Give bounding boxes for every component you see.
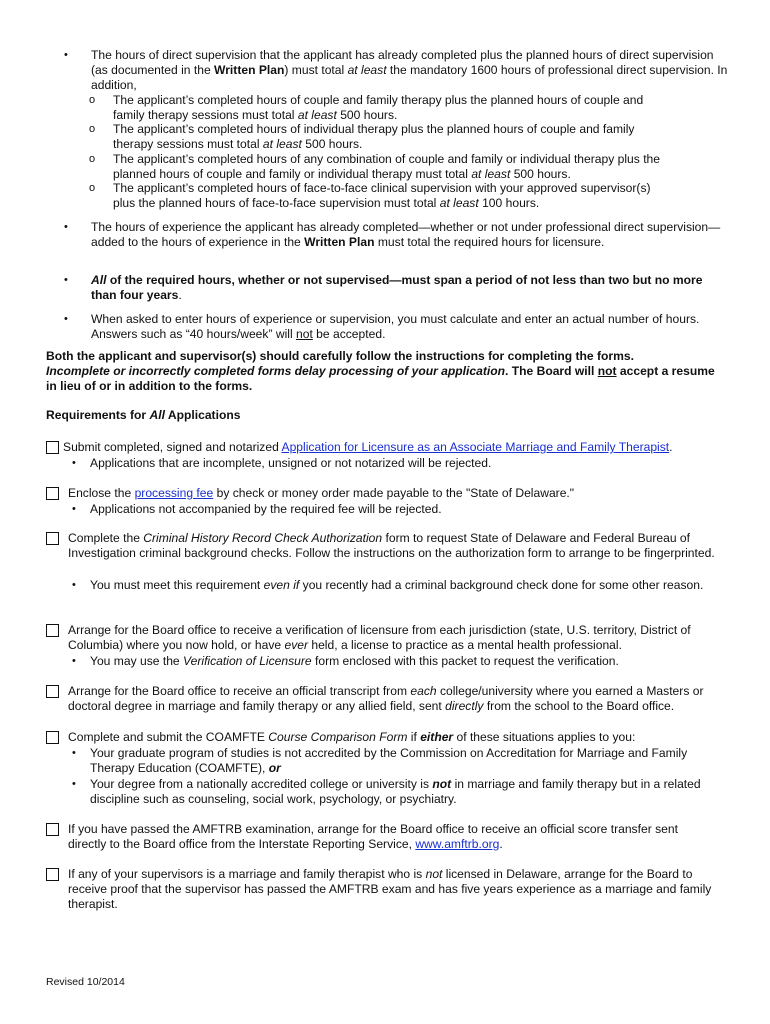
bullet-dot: • xyxy=(72,457,76,469)
requirement-text: Enclose the processing fee by check or money order made payable to the "State of Delaware." xyxy=(68,486,575,500)
bullet-dot: • xyxy=(72,655,76,667)
application-link[interactable]: Application for Licensure as an Associate Marriage and Family Therapist xyxy=(281,440,670,454)
sub-bullet-text: The applicant’s completed hours of individual therapy plus the planned hours of couple and family therapy sessions must total at least 500 hours. xyxy=(113,122,635,151)
requirements-heading: Requirements for All Applications xyxy=(46,408,241,422)
bullet-dot: • xyxy=(72,579,76,591)
requirement-bullet-text: You may use the Verification of Licensure form enclosed with this packet to request the verification. xyxy=(90,654,619,668)
sub-bullet-marker: o xyxy=(89,182,96,194)
requirement-bullet-text: Your graduate program of studies is not accredited by the Commission on Accreditation for Marriage and Family Therapy Education (COAMFTE), or xyxy=(90,746,688,775)
sub-bullet-text: The applicant’s completed hours of face-to-face clinical supervision with your approved supervisor(s) plus the planned hours of face-to-face supervision must total at least 100 hours. xyxy=(113,181,651,210)
bullet-text: All of the required hours, whether or not supervised—must span a period of not less than two but no more than four years. xyxy=(91,273,703,302)
requirement-text: If you have passed the AMFTRB examination, arrange for the Board office to receive an official score transfer sent directly to the Board office from the Interstate Reporting Service, www.amftrb.org. xyxy=(68,822,678,851)
requirement-text: If any of your supervisors is a marriage and family therapist who is not licensed in Delaware, arrange for the Board to receive proof that the supervisor has passed the AMFTRB exam and has five years experience as a marriage and family therapist. xyxy=(68,867,712,911)
requirement-bullet-text: Applications not accompanied by the required fee will be rejected. xyxy=(90,502,442,516)
requirement-text: Complete and submit the COAMFTE Course Comparison Form if either of these situations applies to you: xyxy=(68,730,636,744)
requirement-text: Submit completed, signed and notarized Application for Licensure as an Associate Marriage and Family Therapist. xyxy=(63,440,673,454)
bullet-dot: • xyxy=(72,778,76,790)
checkbox-course-comparison[interactable] xyxy=(46,731,59,744)
requirement-bullet-text: Applications that are incomplete, unsigned or not notarized will be rejected. xyxy=(90,456,492,470)
amftrb-link[interactable]: www.amftrb.org xyxy=(415,836,500,851)
checkbox-application[interactable] xyxy=(46,441,59,454)
checkbox-verification[interactable] xyxy=(46,624,59,637)
sub-bullet-text: The applicant’s completed hours of any combination of couple and family or individual therapy plus the planned hours of couple and family or individual therapy must total at least 500 hours. xyxy=(113,152,661,181)
requirement-text: Arrange for the Board office to receive a verification of licensure from each jurisdiction (state, U.S. territory, District of Columbia) where you now hold, or have ever held, a license to practice as a mental health professional. xyxy=(68,623,691,652)
checkbox-amftrb-score[interactable] xyxy=(46,823,59,836)
bullet-dot: • xyxy=(72,747,76,759)
notice-paragraph: Both the applicant and supervisor(s) should carefully follow the instructions for completing the forms. Incomplete or incorrectly completed forms delay processing of your application. The Board will not accept a resume in lieu of or in addition to the forms. xyxy=(46,349,715,393)
bullet-dot: • xyxy=(72,503,76,515)
bullet-dot: • xyxy=(64,221,68,233)
requirement-bullet-text: Your degree from a nationally accredited college or university is not in marriage and family therapy but in a related discipline such as counseling, social work, psychology, or psychiatry. xyxy=(90,777,701,806)
bullet-text: The hours of experience the applicant has already completed—whether or not under professional direct supervision—added to the hours of experience in the Written Plan must total the required hours for licensure. xyxy=(91,220,721,249)
checkbox-supervisor-proof[interactable] xyxy=(46,868,59,881)
checkbox-criminal-history[interactable] xyxy=(46,532,59,545)
bullet-text: When asked to enter hours of experience or supervision, you must calculate and enter an actual number of hours. Answers such as “40 hours/week” will not be accepted. xyxy=(91,312,700,341)
checkbox-processing-fee[interactable] xyxy=(46,487,59,500)
bullet-dot: • xyxy=(64,49,68,61)
processing-fee-link[interactable]: processing fee xyxy=(134,486,214,500)
checkbox-transcript[interactable] xyxy=(46,685,59,698)
sub-bullet-marker: o xyxy=(89,94,96,106)
sub-bullet-marker: o xyxy=(89,123,96,135)
requirement-bullet-text: You must meet this requirement even if you recently had a criminal background check done for some other reason. xyxy=(90,578,704,592)
revision-footer: Revised 10/2014 xyxy=(46,976,125,988)
sub-bullet-text: The applicant’s completed hours of couple and family therapy plus the planned hours of couple and family therapy sessions must total at least 500 hours. xyxy=(113,93,644,122)
sub-bullet-marker: o xyxy=(89,153,96,165)
bullet-dot: • xyxy=(64,274,68,286)
requirement-text: Arrange for the Board office to receive an official transcript from each college/university where you earned a Masters or doctoral degree in marriage and family therapy or any allied field, sent directly from the school to the Board office. xyxy=(68,684,704,713)
bullet-text: The hours of direct supervision that the applicant has already completed plus the planned hours of direct supervision (as documented in the Written Plan) must total at least the mandatory 1600 hours of professional direct supervision. In addition, xyxy=(91,48,728,92)
bullet-dot: • xyxy=(64,313,68,325)
requirement-text: Complete the Criminal History Record Check Authorization form to request State of Delaware and Federal Bureau of Investigation criminal background checks. Follow the instructions on the authorization form to arrange to be fingerprinted. xyxy=(68,531,715,560)
